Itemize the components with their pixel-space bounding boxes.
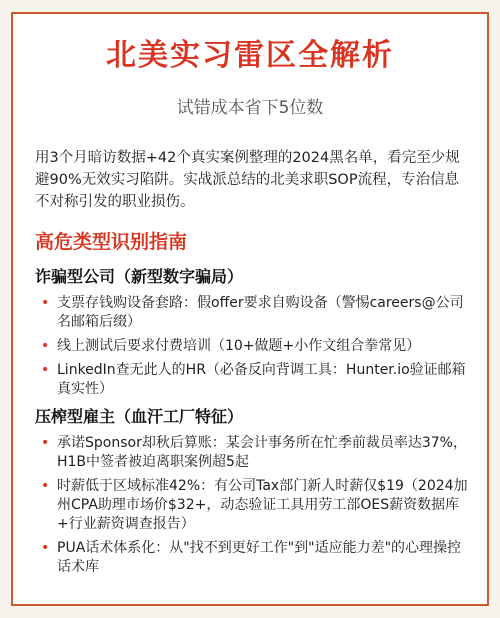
bullet-icon: • [41,540,50,556]
exploitative-list [41,434,469,582]
list-item [41,434,469,472]
list-item-text: LinkedIn查无此人的HR（必备反向背调工具：Hunter.io验证邮箱真实性） [57,362,466,397]
list-item [41,337,469,356]
list-item [41,294,469,332]
section-heading: 高危类型识别指南 [35,231,188,253]
intro-paragraph: 用3个月暗访数据+42个真实案例整理的2024黑名单，看完至少规避90%无效实习陷阱。实战派总结的北美求职SOP流程，专治信息不对称引发的职业损伤。 [35,150,460,210]
bullet-icon: • [41,362,50,378]
scam-list [41,294,469,404]
list-item [41,361,469,399]
page-subtitle: 试错成本省下5位数 [176,98,324,118]
page-title: 北美实习雷区全解析 [106,38,394,73]
group-heading-scam: 诈骗型公司（新型数字骗局） [35,267,244,286]
bullet-icon: • [41,295,50,311]
list-item-text: PUA话术体系化：从"找不到更好工作"到"适应能力差"的心理操控话术库 [57,540,462,575]
list-item-text: 承诺Sponsor却秋后算账：某会计事务所在忙季前裁员率达37%，H1B中签者被迫离职案例超5起 [57,435,467,470]
list-item [41,539,469,577]
list-item-text: 线上测试后要求付费培训（10+做题+小作文组合拳常见） [57,338,421,354]
bullet-icon: • [41,338,50,354]
group-heading-exploitative: 压榨型雇主（血汗工厂特征） [35,407,244,426]
list-item-text: 支票存钱购设备套路：假offer要求自购设备（警惕careers@公司名邮箱后缀） [57,295,464,330]
bullet-icon: • [41,478,50,494]
list-item-text: 时薪低于区域标准42%：有公司Tax部门新人时薪仅$19（2024加州CPA助理市场价$32+，动态验证工具用劳工部OES薪资数据库+行业薪资调查报告） [57,478,468,532]
bullet-icon: • [41,435,50,451]
list-item [41,477,469,534]
content-card [11,12,489,606]
